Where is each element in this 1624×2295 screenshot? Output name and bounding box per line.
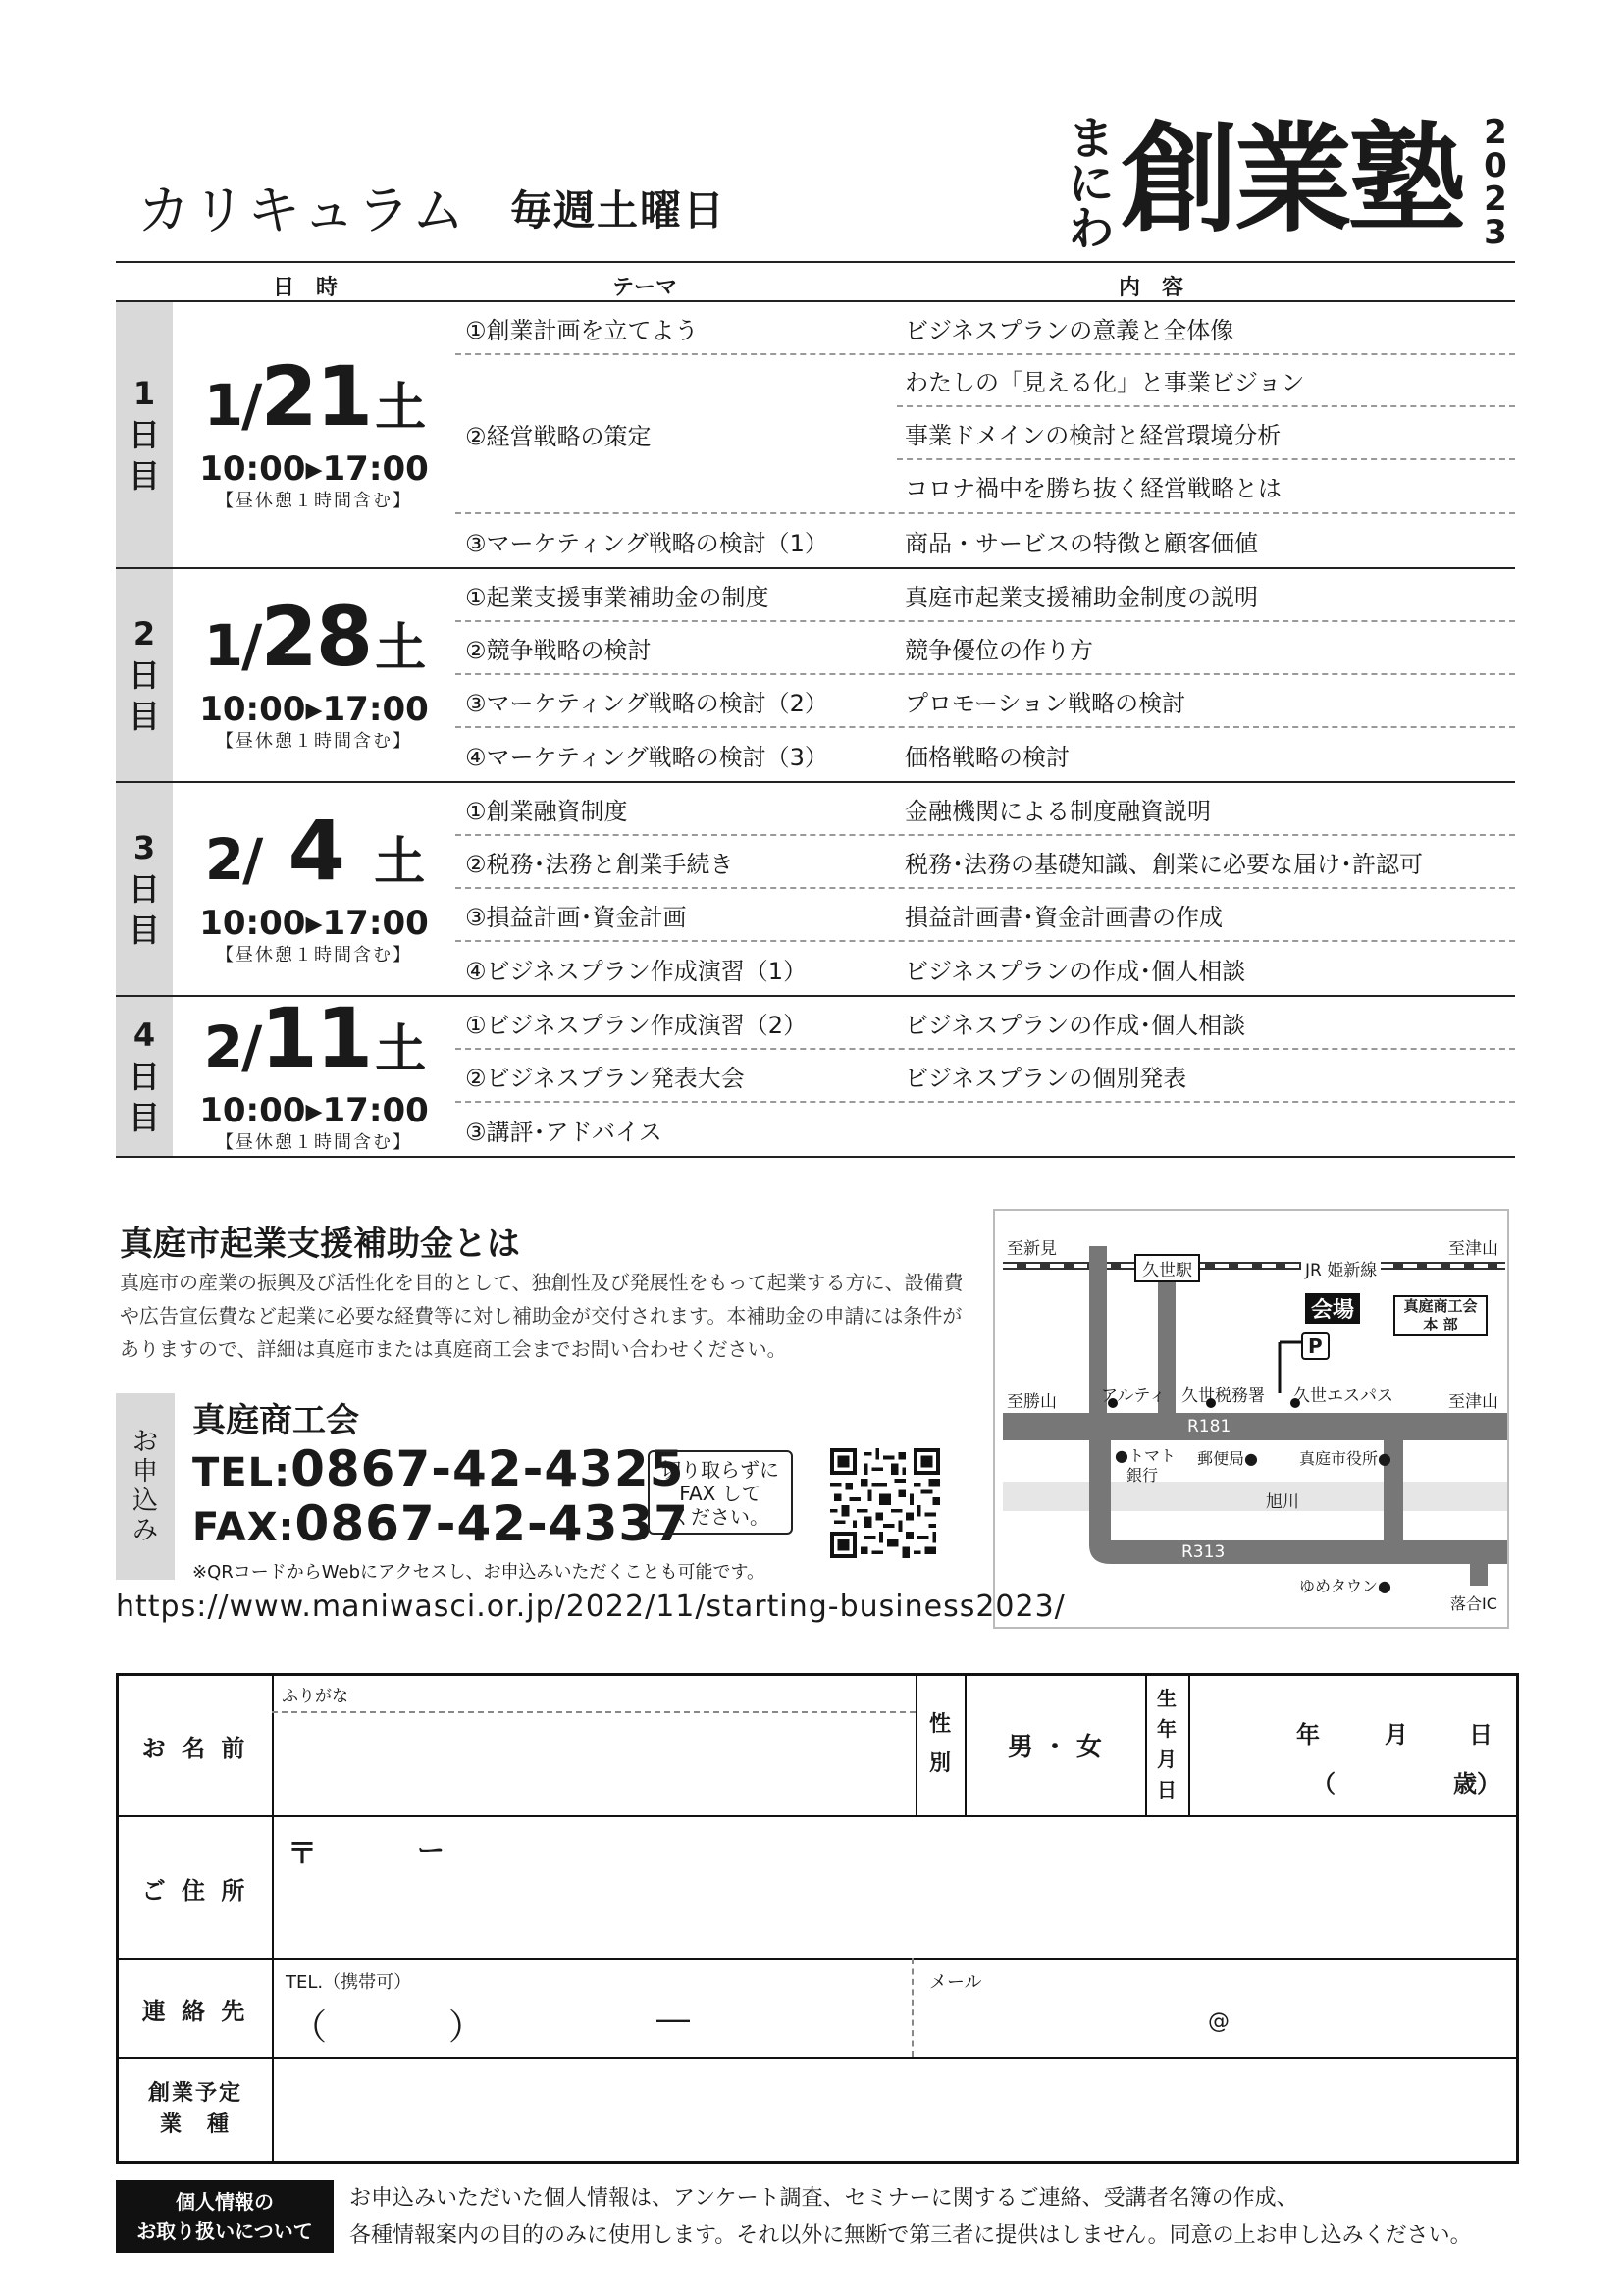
day-number-label: 3 日 目 bbox=[116, 783, 173, 995]
tel-paren-close: ） bbox=[448, 2008, 485, 2048]
map-to-shinmi: 至新見 bbox=[1007, 1239, 1057, 1259]
map-alti: アルティ bbox=[1101, 1386, 1166, 1406]
content-cell: ビジネスプランの作成･個人相談 bbox=[905, 1011, 1246, 1039]
table-row bbox=[455, 514, 1515, 567]
postal-dash: ー bbox=[417, 1834, 445, 1866]
content-cell: 金融機関による制度融資説明 bbox=[905, 797, 1211, 825]
contact-label: 連 絡 先 bbox=[141, 1997, 249, 2025]
tel-input[interactable] bbox=[276, 1992, 908, 2055]
fax-note-bubble: 切り取らずに FAX して ください。 bbox=[648, 1450, 793, 1535]
map-river: 旭川 bbox=[1266, 1492, 1299, 1512]
tel-field-label: TEL.（携帯可） bbox=[286, 1972, 412, 1993]
table-row bbox=[455, 302, 1515, 355]
curriculum-day bbox=[116, 569, 1515, 783]
content-cell: わたしの「見える化」と事業ビジョン bbox=[897, 355, 1515, 407]
content-cell: 真庭市起業支援補助金制度の説明 bbox=[905, 583, 1258, 611]
apply-organization: 真庭商工会 bbox=[192, 1401, 359, 1440]
birth-month-label: 月 bbox=[1385, 1721, 1408, 1748]
map-to-katsuyama: 至勝山 bbox=[1007, 1392, 1057, 1412]
apply-label: お 申 込 み bbox=[116, 1393, 175, 1580]
qr-note: ※QRコードからWebにアクセスし、お申込みいただくことも可能です。 bbox=[192, 1562, 765, 1583]
address-input[interactable] bbox=[276, 1819, 1512, 1956]
logo bbox=[1066, 110, 1517, 255]
map-rail-line: JR 姫新線 bbox=[1301, 1256, 1381, 1280]
day-number-label: 4 日 目 bbox=[116, 997, 173, 1156]
theme-cell: ①起業支援事業補助金の制度 bbox=[465, 583, 769, 611]
content-cell: コロナ禍中を勝ち抜く経営戦略とは bbox=[905, 474, 1282, 502]
address-label: ご 住 所 bbox=[141, 1876, 249, 1904]
gender-choice[interactable]: 男 ・ 女 bbox=[1007, 1733, 1103, 1762]
curriculum-day bbox=[116, 990, 1515, 1158]
day-number-label: 2 日 目 bbox=[116, 569, 173, 781]
table-row bbox=[455, 836, 1515, 889]
age-close: 歳） bbox=[1453, 1770, 1500, 1798]
birth-day-label: 日 bbox=[1469, 1721, 1493, 1748]
theme-cell: ①創業計画を立てよう bbox=[465, 316, 699, 344]
theme-cell: ①ビジネスプラン作成演習（2） bbox=[465, 1011, 808, 1039]
session-time: 10:00▸17:00 bbox=[199, 1091, 429, 1130]
content-cell: 価格戦略の検討 bbox=[905, 743, 1070, 771]
content-cell: ビジネスプランの意義と全体像 bbox=[905, 316, 1234, 344]
theme-cell: ③マーケティング戦略の検討（2） bbox=[465, 689, 828, 717]
privacy-text: お申込みいただいた個人情報は、アンケート調査、セミナーに関するご連絡、受講者名簿の作成、 各種情報案内の目的のみに使用します。それ以外に無断で第三者に提供はしません。同意の上お申し込みください。 bbox=[349, 2186, 1472, 2248]
session-datetime bbox=[173, 569, 455, 781]
theme-cell: ②競争戦略の検討 bbox=[465, 636, 652, 664]
map-tomato-bank: ●トマト 銀行 bbox=[1115, 1446, 1176, 1485]
map-to-tsuyama-top: 至津山 bbox=[1448, 1239, 1498, 1259]
name-label: お 名 前 bbox=[141, 1734, 249, 1762]
schedule-subtitle: 毎週土曜日 bbox=[510, 186, 727, 235]
column-header-datetime: 日 時 bbox=[273, 276, 339, 300]
session-datetime bbox=[173, 783, 455, 995]
access-map bbox=[993, 1209, 1509, 1629]
tel-dash: ― bbox=[656, 2000, 690, 2039]
theme-cell: ②ビジネスプラン発表大会 bbox=[465, 1064, 745, 1092]
map-city-hall: 真庭市役所● bbox=[1299, 1449, 1391, 1468]
session-note: 【昼休憩１時間含む】 bbox=[216, 491, 412, 511]
curriculum-table bbox=[116, 261, 1515, 1158]
session-time: 10:00▸17:00 bbox=[199, 904, 429, 943]
map-to-tsuyama-mid: 至津山 bbox=[1448, 1392, 1498, 1412]
session-date: 2/ 4 土 bbox=[204, 803, 424, 899]
content-cell: ビジネスプランの個別発表 bbox=[905, 1064, 1187, 1092]
logo-small-text: ま に わ bbox=[1069, 112, 1114, 255]
column-header-content: 内 容 bbox=[1119, 276, 1184, 300]
map-station: 久世駅 bbox=[1134, 1254, 1200, 1282]
session-note: 【昼休憩１時間含む】 bbox=[216, 1132, 412, 1153]
application-form bbox=[116, 1673, 1519, 2164]
curriculum-day bbox=[116, 783, 1515, 997]
theme-cell: ④ビジネスプラン作成演習（1） bbox=[465, 957, 808, 985]
theme-cell: ③損益計画･資金計画 bbox=[465, 903, 687, 931]
gender-label: 性 別 bbox=[928, 1712, 951, 1776]
content-cell: 競争優位の作り方 bbox=[905, 636, 1093, 664]
content-cell: 事業ドメインの検討と経営環境分析 bbox=[897, 407, 1515, 459]
table-row bbox=[455, 997, 1515, 1050]
session-note: 【昼休憩１時間含む】 bbox=[216, 731, 412, 752]
table-row bbox=[455, 783, 1515, 836]
table-row bbox=[455, 622, 1515, 675]
theme-cell: ③講評･アドバイス bbox=[465, 1118, 662, 1146]
theme-cell: ①創業融資制度 bbox=[465, 797, 628, 825]
furigana-input[interactable] bbox=[276, 1715, 912, 1811]
session-note: 【昼休憩１時間含む】 bbox=[216, 945, 412, 965]
map-graphic bbox=[995, 1211, 1507, 1627]
session-date: 1/21土 bbox=[203, 348, 425, 444]
table-header bbox=[116, 261, 1515, 302]
fax-number: 0867-42-4337 bbox=[294, 1495, 689, 1552]
content-cell bbox=[897, 1103, 1515, 1156]
map-r313: R313 bbox=[1181, 1542, 1226, 1562]
mail-field-label: メール bbox=[929, 1972, 982, 1993]
map-r181: R181 bbox=[1187, 1417, 1231, 1436]
business-type-label: 創業予定 業 種 bbox=[147, 2081, 242, 2137]
map-ochiai-ic: 落合IC bbox=[1450, 1594, 1497, 1613]
map-venue-badge: 会場 bbox=[1305, 1293, 1360, 1324]
birthdate-label: 生 年 月 日 bbox=[1157, 1687, 1177, 1801]
column-header-theme: テーマ bbox=[612, 276, 678, 300]
theme-cell: ②税務･法務と創業手続き bbox=[465, 850, 734, 878]
mail-at: @ bbox=[1208, 2009, 1230, 2034]
map-kuse-espas: 久世エスパス bbox=[1293, 1386, 1393, 1406]
qr-code-icon[interactable] bbox=[830, 1448, 940, 1558]
furigana-label: ふりがな bbox=[282, 1687, 348, 1706]
day-number-label: 1 日 目 bbox=[116, 302, 173, 567]
session-time: 10:00▸17:00 bbox=[199, 449, 429, 489]
theme-cell: ④マーケティング戦略の検討（3） bbox=[465, 743, 828, 771]
subsidy-title: 真庭市起業支援補助金とは bbox=[120, 1225, 520, 1264]
apply-tel: TEL:0867-42-4325 bbox=[192, 1440, 685, 1497]
table-row bbox=[455, 675, 1515, 728]
session-date: 2/11土 bbox=[203, 990, 425, 1086]
parking-icon: P bbox=[1301, 1332, 1330, 1360]
privacy-badge: 個人情報の お取り扱いについて bbox=[116, 2180, 334, 2253]
content-cell: 商品・サービスの特徴と顧客価値 bbox=[905, 529, 1258, 557]
map-yume-town: ゆめタウン● bbox=[1299, 1577, 1391, 1595]
map-tax-office: 久世税務署 bbox=[1181, 1386, 1265, 1406]
logo-year: 2 0 2 3 bbox=[1484, 113, 1507, 252]
apply-fax: FAX:0867-42-4337 bbox=[192, 1495, 689, 1552]
postal-mark: 〒 bbox=[288, 1837, 317, 1871]
session-time: 10:00▸17:00 bbox=[199, 690, 429, 729]
website-url[interactable]: https://www.maniwasci.or.jp/2022/11/starting-business2023/ bbox=[116, 1590, 1066, 1624]
page-title: カリキュラム bbox=[137, 180, 467, 241]
table-row bbox=[455, 889, 1515, 942]
content-cell: 損益計画書･資金計画書の作成 bbox=[905, 903, 1223, 931]
table-row bbox=[455, 569, 1515, 622]
session-date: 1/28土 bbox=[203, 589, 425, 685]
content-cell: ビジネスプランの作成･個人相談 bbox=[905, 957, 1246, 985]
logo-main-text: 創業塾 bbox=[1121, 110, 1462, 248]
curriculum-day bbox=[116, 302, 1515, 569]
theme-cell: ③マーケティング戦略の検討（1） bbox=[465, 529, 828, 557]
subsidy-body: 真庭市の産業の振興及び活性化を目的として、独創性及び発展性をもって起業する方に、設備費や広告宣伝費など起業に必要な経費等に対し補助金が交付されます。本補助金の申請には条件がありますので、詳細は真庭市または真庭商工会までお問い合わせください。 bbox=[120, 1271, 964, 1361]
business-type-input[interactable] bbox=[276, 2060, 1512, 2159]
tel-number: 0867-42-4325 bbox=[290, 1440, 685, 1497]
session-datetime bbox=[173, 990, 455, 1156]
table-row bbox=[455, 1050, 1515, 1103]
table-row bbox=[455, 355, 1515, 514]
session-datetime bbox=[173, 302, 455, 567]
content-cell: プロモーション戦略の検討 bbox=[905, 689, 1186, 717]
map-venue-name: 真庭商工会 本 部 bbox=[1393, 1295, 1488, 1336]
table-row bbox=[455, 1103, 1515, 1156]
table-row bbox=[455, 942, 1515, 995]
birth-year-label: 年 bbox=[1296, 1721, 1320, 1748]
age-open: （ bbox=[1312, 1770, 1336, 1798]
theme-cell: ②経営戦略の策定 bbox=[465, 422, 652, 450]
mail-input[interactable] bbox=[917, 1992, 1512, 2055]
tel-paren-open: （ bbox=[291, 2008, 328, 2048]
map-post-office: 郵便局● bbox=[1197, 1449, 1258, 1468]
table-row bbox=[455, 728, 1515, 781]
content-cell: 税務･法務の基礎知識、創業に必要な届け･許認可 bbox=[905, 850, 1423, 878]
